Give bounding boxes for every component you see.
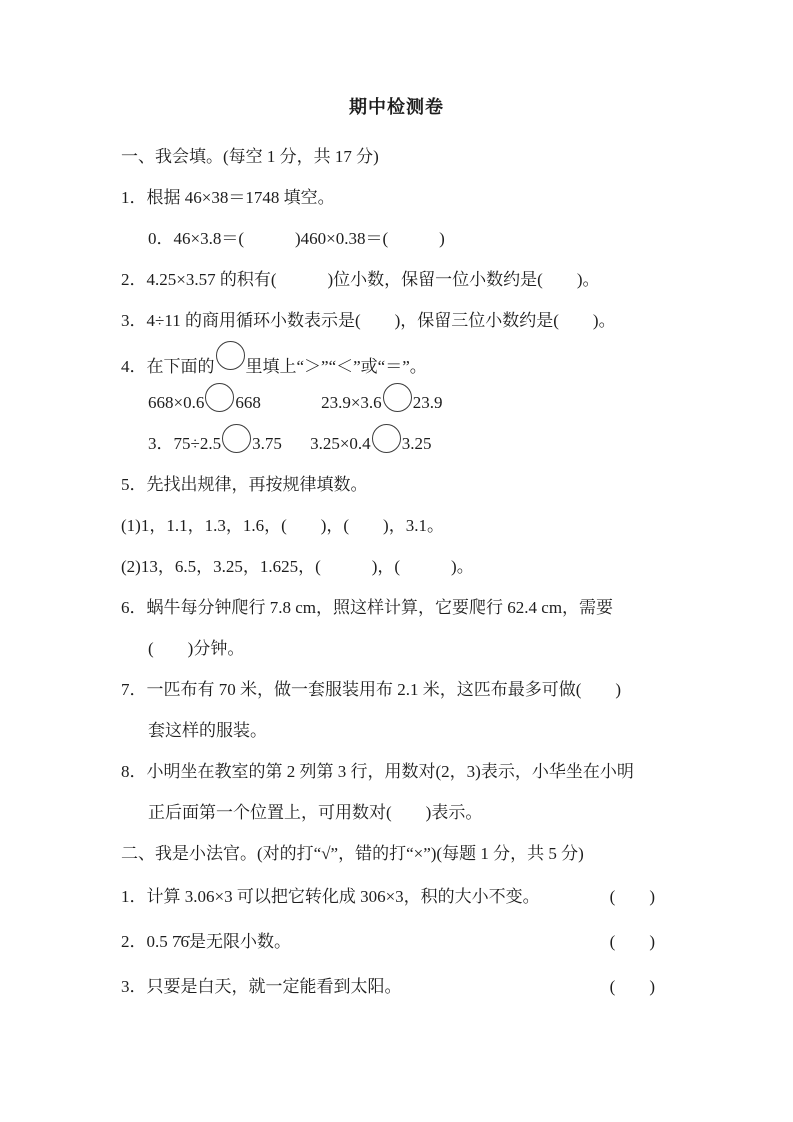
- tf-item-2: [121, 919, 655, 964]
- comparison-pair: [148, 382, 261, 423]
- comparison-circle-icon: [222, 424, 251, 453]
- question-4-intro-after: 里填上“＞”“＜”或“＝”。: [245, 357, 427, 376]
- comparison-right: 23.9: [412, 393, 443, 412]
- section-true-false: [121, 833, 743, 1009]
- question-4-intro: [121, 341, 743, 382]
- page-title: 期中检测卷: [349, 97, 444, 117]
- comparison-right: 3.75: [252, 434, 282, 453]
- question-1-line2: 0．46×3.8＝( )460×0.38＝( ): [148, 229, 445, 248]
- question-6-line2: ( )分钟。: [148, 639, 245, 658]
- comparison-left: 668×0.6: [148, 393, 205, 412]
- question-6-line1: 6．蜗牛每分钟爬行 7.8 cm，照这样计算，它要爬行 62.4 cm，需要: [121, 598, 614, 617]
- question-5-sub-1: (1)1，1.1，1.3，1.6，( )，( )，3.1。: [121, 516, 444, 535]
- comparison-left: 23.9×3.6: [321, 393, 382, 412]
- question-2: 2．4.25×3.57 的积有( )位小数，保留一位小数约是( )。: [121, 270, 600, 289]
- comparison-pair: [321, 382, 442, 423]
- tf-item-1: [121, 874, 655, 919]
- question-3: 3．4÷11 的商用循环小数表示是( )，保留三位小数约是( )。: [121, 311, 616, 330]
- tf-question-text: 2．0.5 7̇6̇是无限小数。: [121, 932, 291, 951]
- question-7-line1: 7．一匹布有 70 米，做一套服装用布 2.1 米，这匹布最多可做( ): [121, 680, 622, 699]
- question-4-row-1: [121, 382, 743, 423]
- tf-item-3: [121, 964, 655, 1009]
- comparison-circle-icon: [383, 383, 412, 412]
- answer-parens: ( ): [609, 977, 655, 996]
- comparison-circle-icon: [216, 341, 245, 370]
- comparison-pair: [148, 423, 282, 464]
- comparison-right: 3.25: [401, 434, 432, 453]
- comparison-left: 3.25×0.4: [310, 434, 371, 453]
- answer-parens: ( ): [609, 932, 655, 951]
- comparison-circle-icon: [372, 424, 401, 453]
- comparison-left: 3．75÷2.5: [148, 434, 222, 453]
- question-4-intro-before: 4．在下面的: [121, 357, 215, 376]
- question-1-line1: 1．根据 46×38＝1748 填空。: [121, 188, 335, 207]
- question-4-row-2: [121, 423, 743, 464]
- question-5: 5．先找出规律，再按规律填数。: [121, 475, 368, 494]
- tf-question-text: 1．计算 3.06×3 可以把它转化成 306×3，积的大小不变。: [121, 887, 540, 906]
- question-7-line2: 套这样的服装。: [148, 721, 267, 740]
- comparison-pair: [310, 423, 431, 464]
- tf-question-text: 3．只要是白天，就一定能看到太阳。: [121, 977, 402, 996]
- question-8-line2: 正后面第一个位置上，可用数对( )表示。: [148, 803, 483, 822]
- answer-parens: ( ): [609, 887, 655, 906]
- section1-header: 一、我会填。(每空 1 分，共 17 分): [121, 147, 379, 166]
- section-fill-blanks: [121, 136, 743, 833]
- comparison-right: 668: [235, 393, 261, 412]
- question-5-sub-2: (2)13，6.5，3.25，1.625，( )，( )。: [121, 557, 474, 576]
- section2-header: 二、我是小法官。(对的打“√”，错的打“×”)(每题 1 分，共 5 分): [121, 844, 584, 863]
- question-8-line1: 8．小明坐在教室的第 2 列第 3 行，用数对(2，3)表示，小华坐在小明: [121, 762, 634, 781]
- comparison-circle-icon: [205, 383, 234, 412]
